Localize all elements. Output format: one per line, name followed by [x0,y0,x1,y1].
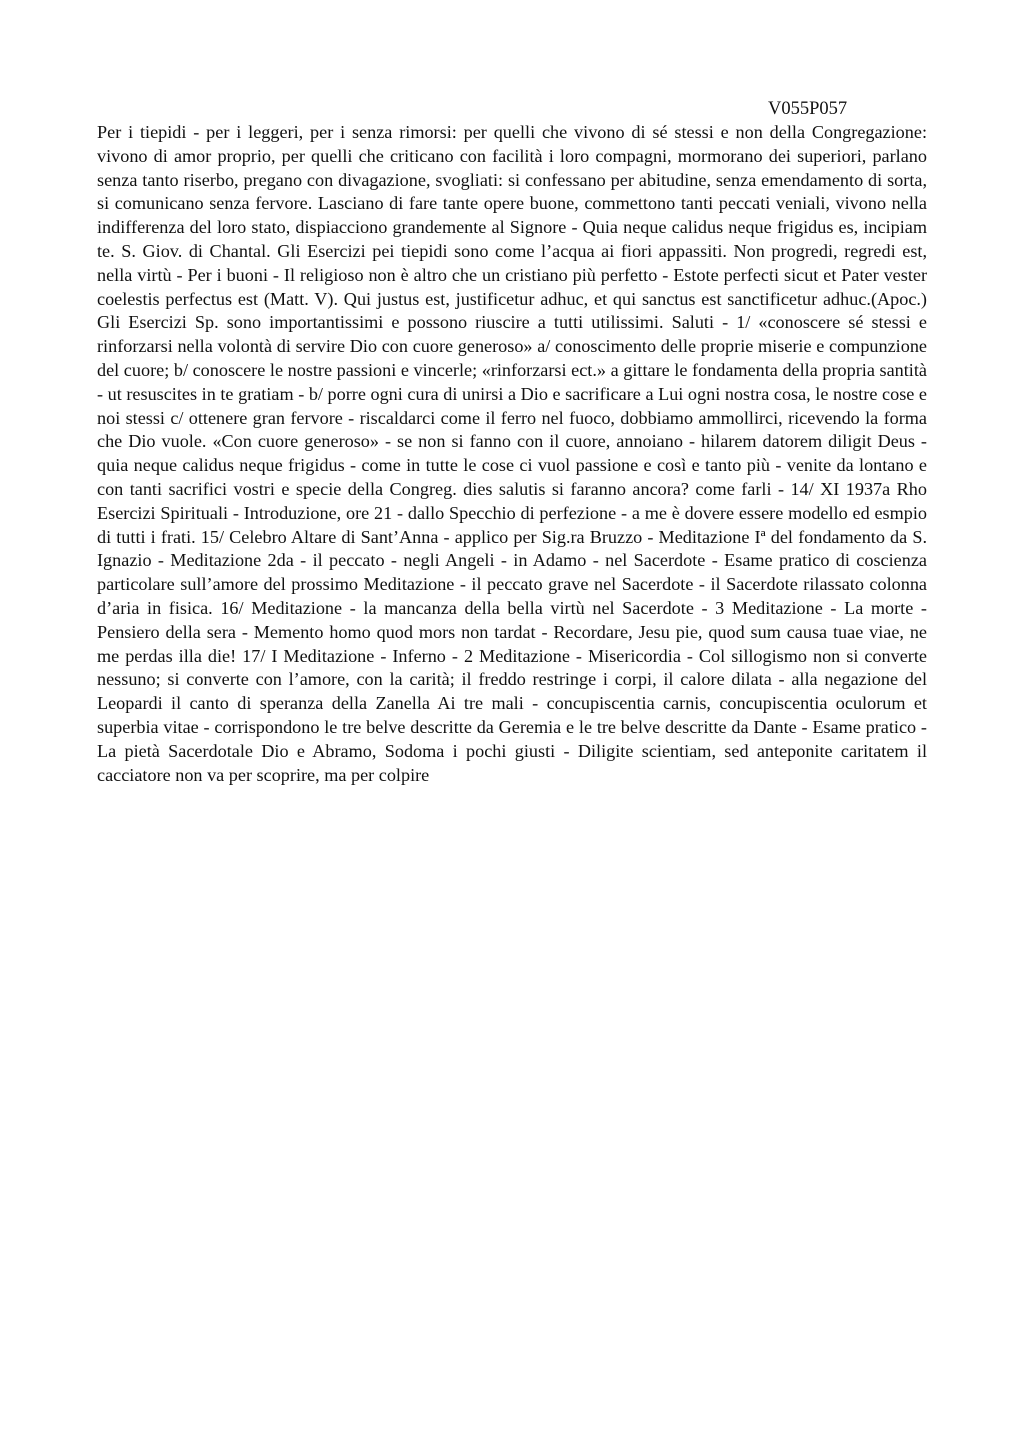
body-paragraph: Per i tiepidi - per i leggeri, per i senza rimorsi: per quelli che vivono di sé stessi e non della Congregazione: vivono di amor proprio, per quelli che criticano con facilità i loro compagni, mormorano dei superiori, parlano senza tanto riserbo, pregano con divagazione, svogliati: si confessano per abitudine, senza emendamento di sorta, si comunicano senza fervore. Lasciano di fare tante opere buone, commettono tanti peccati veniali, vivono nella indifferenza del loro stato, dispiacciono grandemente al Signore - Quia neque calidus neque frigidus es, incipiam te. S. Giov. di Chantal. Gli Esercizi pei tiepidi sono come l’acqua ai fiori appassiti. Non progredi, regredi est, nella virtù - Per i buoni - Il religioso non è altro che un cristiano più perfetto - Estote perfecti sicut et Pater vester coelestis perfectus est (Matt. V). Qui justus est, justificetur adhuc, et qui sanctus est sanctificetur adhuc.(Apoc.) Gli Esercizi Sp. sono importantissimi e possono riuscire a tutti utilissimi. Saluti - 1/ «conoscere sé stessi e rinforzarsi nella volontà di servire Dio con cuore generoso» a/ conoscimento delle proprie miserie e compunzione del cuore; b/ conoscere le nostre passioni e vincerle; «rinforzarsi ect.» a gittare le fondamenta della propria santità - ut resuscites in te gratiam - b/ porre ogni cura di unirsi a Dio e sacrificare a Lui ogni nostra cosa, le nostre cose e noi stessi c/ ottenere gran fervore - riscaldarci come il ferro nel fuoco, dobbiamo ammollirci, ricevendo la forma che Dio vuole. «Con cuore generoso» - se non si fanno con il cuore, annoiano - hilarem datorem diligit Deus - quia neque calidus neque frigidus - come in tutte le cose ci vuol passione e così e tanto più - venite da lontano e con tanti sacrifici vostri e specie della Congreg. dies salutis si faranno ancora? come farli - 14/ XI 1937a Rho Esercizi Spirituali - Introduzione, ore 21 - dallo Specchio di perfezione - a me è dovere essere modello ed esmpio di tutti i frati. 15/ Celebro Altare di Sant’Anna - applico per Sig.ra Bruzzo - Meditazione Iª del fondamento da S. Ignazio - Meditazione 2da - il peccato - negli Angeli - in Adamo - nel Sacerdote - Esame pratico di coscienza particolare sull’amore del prossimo Meditazione - il peccato grave nel Sacerdote - il Sacerdote rilassato colonna d’aria in fisica. 16/ Meditazione - la mancanza della bella virtù nel Sacerdote - 3 Meditazione - La morte - Pensiero della sera - Memento homo quod mors non tardat - Recordare, Jesu pie, quod sum causa tuae viae, ne me perdas illa die! 17/ I Meditazione - Inferno - 2 Meditazione - Misericordia - Col sillogismo non si converte nessuno; si converte con l’amore, con la carità; il freddo restringe i corpi, il calore dilata - alla negazione del Leopardi il canto di speranza della Zanella Ai tre mali - concupiscentia carnis, concupiscentia oculorum et superbia vitae - corrispondono le tre belve descritte da Geremia e le tre belve descritte da Dante - Esame pratico - La pietà Sacerdotale Dio e Abramo, Sodoma i pochi giusti - Diligite scientiam, sed anteponite caritatem il cacciatore non va per scoprire, ma per colpire [97,122,927,785]
page-identifier: V055P057 [768,99,848,119]
